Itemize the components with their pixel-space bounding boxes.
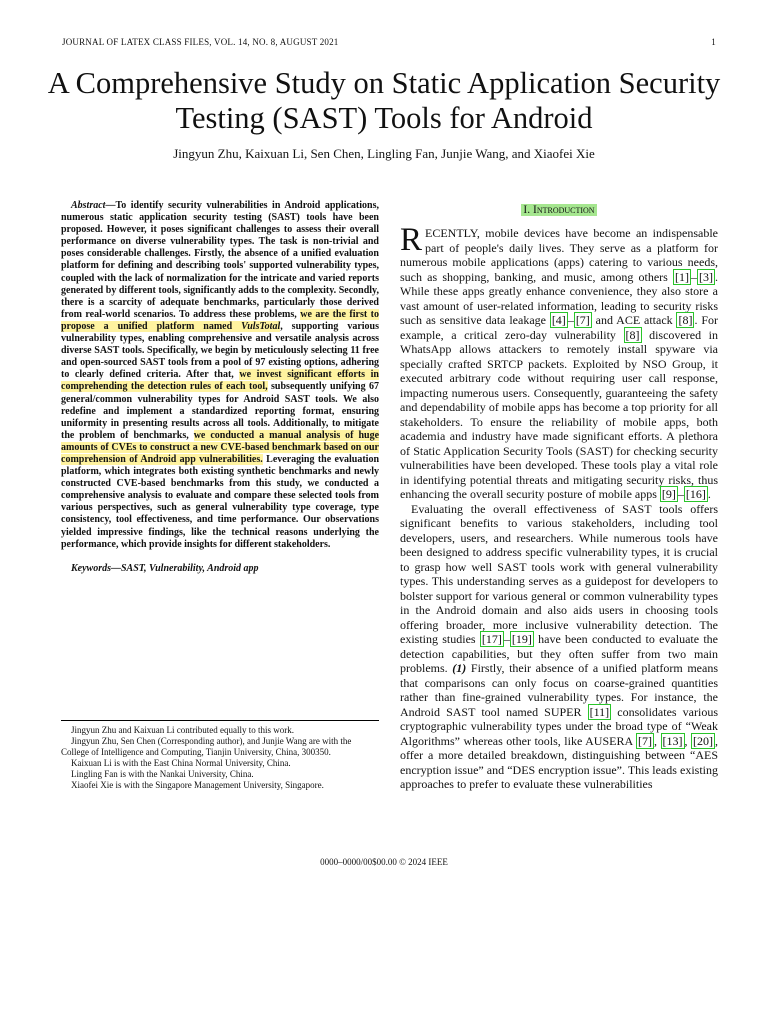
intro-text: consolidates various cryptographic vulnerability types under the broad type of “Weak Algorithms” whereas other tools, like AUSERA bbox=[400, 704, 718, 748]
intro-text: , bbox=[654, 733, 661, 748]
abstract-text-1: —To identify security vulnerabilities in Android applications, numerous static application security testing (SAST) tools have been proposed. However, it poses significant challenges to assess their overall performance on diverse vulnerability types. The task is non-trivial and poses considerable challenges. Firstly, the absence of a unified evaluation platform for defining and describing tools' supported vulnerability types, coupled with the lack of normalization for the intricate and varied reports generated by different tools, significantly adds to the complexity. Secondly, there is a scarcity of adequate benchmarks, particularly those derived from real-world scenarios. To address these problems, bbox=[61, 200, 379, 320]
intro-text: – bbox=[567, 313, 574, 327]
abstract-highlight-3: we conducted a manual analysis of huge amounts of CVEs to construct a new CVE-based benchmark based on our comprehension of Android app vulnerabilities. bbox=[61, 429, 380, 465]
abstract-text-4: Leveraging the evaluation platform, which integrates both existing synthetic benchmarks and newly constructed CVE-based benchmarks from this study, we conducted a comprehensive analysis to evaluate and compare these selected tools from various perspectives, such as general vulnerability type coverage, type consistency, tool effectiveness, and time performance. Our observations yielded impressive findings, like the technical reasons underlying the performance, which provide insights for different stakeholders. bbox=[61, 453, 380, 550]
abstract-label: Abstract bbox=[71, 200, 106, 211]
intro-paragraph-2 bbox=[400, 502, 718, 792]
footnotes bbox=[61, 720, 379, 792]
citation-link[interactable]: [8] bbox=[625, 327, 640, 342]
citation-link[interactable]: [13] bbox=[662, 733, 683, 748]
citation-link[interactable]: [20] bbox=[693, 733, 714, 748]
section-heading bbox=[400, 200, 718, 214]
intro-text: , bbox=[684, 733, 692, 748]
intro-text: . For example, a critical zero-day vulnerability bbox=[400, 313, 718, 342]
abstract-highlight-2: we invest significant efforts in comprehending the detection rules of each tool, bbox=[61, 369, 379, 393]
intro-text: have been conducted to evaluate the detection capabilities, but they often suffer from two main problems. bbox=[400, 632, 718, 675]
section-number: I. bbox=[523, 204, 531, 216]
abstract-text-2: , supporting various vulnerability types, enabling comprehensive and versatile analysis across diverse SAST tools. Specifically, we begin by meticulously selecting 11 free and open-sourced SAST tools from a pool of 97 existing options, adhering to clearly defined criteria. After that, bbox=[61, 320, 379, 381]
citation-link[interactable]: [17] bbox=[481, 632, 502, 646]
journal-header: JOURNAL OF LATEX CLASS FILES, VOL. 14, NO. 8, AUGUST 2021 bbox=[62, 37, 339, 47]
left-column bbox=[61, 200, 379, 574]
citation-link[interactable]: [8] bbox=[678, 313, 693, 327]
intro-text: – bbox=[691, 269, 697, 284]
citation-link[interactable]: [4] bbox=[551, 313, 566, 327]
section-title bbox=[521, 204, 596, 216]
intro-text: – bbox=[503, 632, 510, 646]
footnote: Xiaofei Xie is with the Singapore Management University, Singapore. bbox=[71, 780, 324, 791]
abstract-highlight-1: we are the first to propose a unified platform named VulsTotal bbox=[61, 308, 379, 332]
citation-link[interactable]: [1] bbox=[675, 269, 689, 284]
running-header bbox=[62, 37, 716, 49]
intro-text: discovered in WhatsApp allows attackers to remotely install spyware via specially crafted SRTCP packets. Exploited by NSO Group, it executed arbitrary code without requiring user call response, impacting numerous users. Consequently, guaranteeing the safety and dependability of mobile apps has become a top priority for all stakeholders. To ensure the reliability of mobile apps, both academia and industry have made significant efforts. A plethora of Static Application Security Tools (SAST) for checking security vulnerabilities have been developed. These tools play a vital role in identifying potential threats and mitigating security risks, thus enhancing the overall security posture of mobile apps bbox=[400, 327, 719, 501]
footnote: Jingyun Zhu and Kaixuan Li contributed equally to this work. bbox=[71, 725, 294, 735]
intro-text: Firstly, their absence of a unified platform means that comparisons can only focus on coarse-grained quantities rather than fine-grained vulnerability types. For instance, the Android SAST tool named SUPER bbox=[400, 661, 718, 719]
introduction-body bbox=[400, 222, 719, 792]
intro-text: ECENTLY, mobile devices have become an indispensable part of people's daily lives. They serve as a platform for numerous mobile applications (apps) catering to various needs, such as shopping, banking, and music, among others bbox=[400, 226, 718, 284]
citation-link[interactable]: [9] bbox=[661, 487, 676, 501]
citation-link[interactable]: [11] bbox=[589, 704, 610, 719]
intro-text: Evaluating the overall effectiveness of SAST tools offers significant benefits to various stakeholders, including tool developers, users, and researchers. While numerous tools have been designed to address specific vulnerability types, it is crucial to grasp how well SAST tools work with general vulnerability types. This understanding serves as a guidepost for developers to bolster support for various general or common vulnerability types in the Android domain and also aids users in choosing tools offering broader, more inclusive vulnerability detection. The existing studies bbox=[400, 501, 718, 646]
abstract-text-3: subsequently unifying 67 general/common vulnerability types for Android SAST tools. We also redefine and implement a standardized reporting format, ensuring uniformity in presenting results across all tools. Additionally, to mitigate the problem of benchmarks, bbox=[61, 381, 379, 441]
citation-link[interactable]: [16] bbox=[685, 487, 706, 501]
footnote: Jingyun Zhu, Sen Chen (Corresponding author), and Junjie Wang are with the College of Intelligence and Computing, Tianjin University, China, 300350. bbox=[61, 736, 352, 758]
intro-text: – bbox=[677, 487, 684, 501]
citation-link[interactable]: [7] bbox=[575, 313, 590, 327]
drop-cap: R bbox=[400, 222, 423, 258]
copyright-footer: 0000–0000/00$00.00 © 2024 IEEE bbox=[320, 857, 448, 867]
citation-link[interactable]: [19] bbox=[511, 632, 532, 646]
intro-text: and ACE attack bbox=[591, 313, 677, 327]
author-list: Jingyun Zhu, Kaixuan Li, Sen Chen, Lingling Fan, Junjie Wang, and Xiaofei Xie bbox=[173, 146, 595, 161]
intro-text: . While these apps greatly enhance convenience, they also store a vast amount of user-related information, leading to security risks such as sensitive data leakage bbox=[400, 269, 718, 327]
paper-title: A Comprehensive Study on Static Application Security Testing (SAST) Tools for Android bbox=[47, 66, 721, 135]
keywords-label: Keywords bbox=[71, 562, 111, 574]
keywords bbox=[61, 563, 379, 574]
footnote: Lingling Fan is with the Nankai University, China. bbox=[71, 769, 254, 780]
intro-text: , offer a more detailed breakdown, distinguishing between “AES encryption issue” and “DES encryption issue”. This leads existing approaches to prefer to evaluate these vulnerabilities bbox=[400, 733, 719, 791]
section-name: Introduction bbox=[532, 204, 595, 216]
tool-name: VulsTotal bbox=[241, 320, 281, 332]
citation-link[interactable]: [7] bbox=[638, 733, 652, 748]
intro-text: . bbox=[707, 487, 711, 501]
citation-link[interactable]: [3] bbox=[699, 269, 713, 284]
right-column bbox=[400, 200, 718, 792]
abstract bbox=[61, 200, 379, 551]
problem-marker: (1) bbox=[452, 661, 467, 675]
footnote: Kaixuan Li is with the East China Normal University, China. bbox=[71, 758, 291, 769]
intro-paragraph-1 bbox=[400, 222, 719, 502]
page-number: 1 bbox=[711, 37, 716, 47]
keywords-value: —SAST, Vulnerability, Android app bbox=[111, 562, 259, 574]
